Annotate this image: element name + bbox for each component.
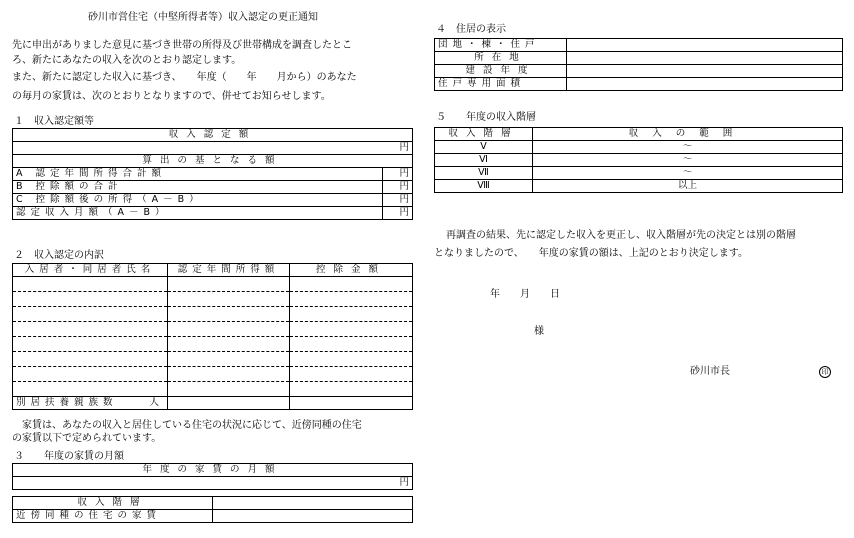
- yen-unit: 円: [383, 477, 413, 490]
- income-level-header: 収入階層: [435, 128, 533, 141]
- range-cell: ～: [533, 141, 843, 154]
- resident-name-header: 入居者・同居者氏名: [13, 264, 168, 277]
- nearby-rent-label: 近傍同種の住宅の家賃: [13, 510, 213, 523]
- post-deduction-income-label: C 控除額後の所得（A－B）: [13, 194, 383, 207]
- annual-income-label: A 認定年間所得合計額: [13, 168, 383, 181]
- addressee-suffix: 様: [534, 326, 544, 337]
- range-cell: ～: [533, 154, 843, 167]
- range-cell: 以上: [533, 180, 843, 193]
- intro-line-2: ろ、新たにあなたの収入を次のとおり認定します。: [12, 55, 242, 66]
- dependents-label: 別居扶養親族数: [16, 397, 118, 408]
- income-range-header: 収入の範囲: [533, 128, 843, 141]
- rent-note-line-2: の家賃以下で定められています。: [12, 433, 162, 444]
- intro-line-4: の毎月の家賃は、次のとおりとなりますので、併せてお知らせします。: [12, 91, 331, 102]
- monthly-rent-header: 年度の家賃の月額: [13, 464, 413, 477]
- section1-heading: １ 収入認定額等: [14, 116, 94, 127]
- section5-heading: ５ 年度の収入階層: [436, 112, 536, 123]
- level-cell: Ⅶ: [435, 167, 533, 180]
- yen-unit: 円: [383, 194, 413, 207]
- range-cell: ～: [533, 167, 843, 180]
- level-cell: Ⅵ: [435, 154, 533, 167]
- deduction-header: 控除金額: [290, 264, 413, 277]
- intro-line-3: また、新たに認定した収入に基づき、 年度（ 年 月から）のあなた: [12, 72, 357, 83]
- rent-note-line-1: 家賃は、あなたの収入と居住している住宅の状況に応じて、近傍同種の住宅: [22, 420, 362, 431]
- level-cell: Ⅴ: [435, 141, 533, 154]
- income-levels-table: [434, 127, 843, 193]
- yen-unit: 円: [383, 181, 413, 194]
- yen-unit: 円: [383, 168, 413, 181]
- location-label: 所在地: [435, 52, 567, 65]
- monthly-income-label: 認定収入月額（A－B）: [13, 207, 383, 220]
- section2-heading: ２ 収入認定の内訳: [14, 250, 104, 261]
- floor-area-label: 住戸専用面積: [435, 78, 567, 91]
- construction-year-label: 建設年度: [435, 65, 567, 78]
- income-level-label: 収入階層: [13, 497, 213, 510]
- level-cell: Ⅷ: [435, 180, 533, 193]
- section3-heading: ３ 年度の家賃の月額: [14, 451, 124, 462]
- yen-unit: 円: [383, 207, 413, 220]
- housing-unit-label: 団地・棟・住戸: [435, 39, 567, 52]
- date-line: 年 月 日: [490, 289, 560, 300]
- income-breakdown-table: [12, 263, 413, 410]
- conclusion-line-2: となりましたので、 年度の家賃の額は、上記のとおり決定します。: [434, 248, 748, 259]
- section4-heading: ４ 住居の表示: [436, 24, 506, 35]
- income-amount-header: 収入認定額: [13, 129, 413, 142]
- conclusion-line-1: 再調査の結果、先に認定した収入を更正し、収入階層が先の決定とは別の階層: [446, 230, 796, 241]
- housing-display-table: [434, 38, 843, 91]
- calc-basis-header: 算出の基となる額: [13, 155, 413, 168]
- seal-mark: 印: [819, 366, 831, 378]
- income-certification-table: [12, 128, 413, 220]
- deduction-total-label: B 控除額の合計: [13, 181, 383, 194]
- signer-name: 砂川市長: [690, 366, 730, 377]
- monthly-rent-table: [12, 463, 413, 523]
- annual-income-header: 認定年間所得額: [168, 264, 290, 277]
- intro-line-1: 先に申出がありました意見に基づき世帯の所得及び世帯構成を調査したとこ: [12, 40, 352, 51]
- yen-unit: 円: [383, 142, 413, 155]
- dependents-count-cell: [13, 397, 168, 410]
- seal-icon: [819, 366, 831, 378]
- page-title: 砂川市営住宅（中堅所得者等）収入認定の更正通知: [88, 12, 318, 23]
- persons-unit: 人: [149, 397, 164, 408]
